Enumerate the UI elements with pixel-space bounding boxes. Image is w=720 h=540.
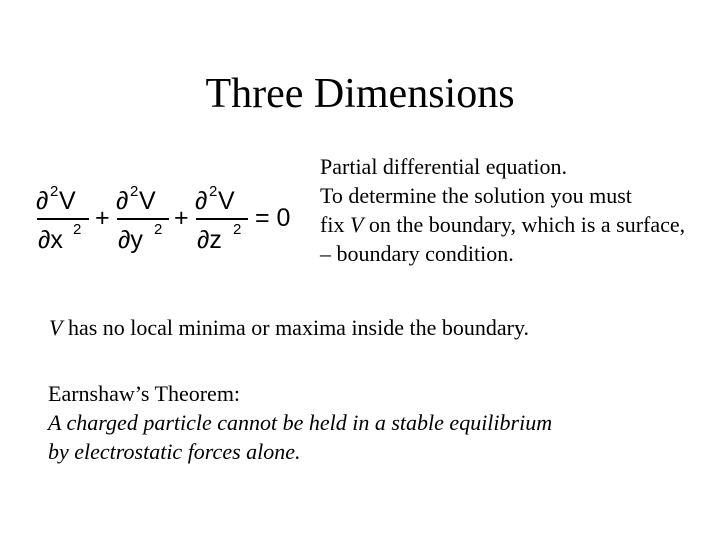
boundary-line-suffix: on the boundary, which is a surface, [363,212,686,237]
x-denominator: ∂x [38,226,63,254]
z-denominator: ∂z [197,226,222,254]
pde-line-2: To determine the solution you must [320,183,632,208]
boundary-condition-line [320,210,720,239]
statement-text: has no local minima or maxima inside the boundary. [62,315,530,340]
y-denominator: ∂y [118,226,143,254]
theorem-heading: Earnshaw’s Theorem: [48,381,241,406]
z-power: 2 [233,221,242,238]
plus-sign: + [174,204,189,232]
page-title: Three Dimensions [205,71,515,117]
numerator-variable: V [59,187,76,215]
numerator-partial-symbol: ∂ [116,187,129,215]
x-power: 2 [73,221,82,238]
earnshaw-theorem [48,379,698,466]
numerator-partial-symbol: ∂ [36,187,49,215]
equals-zero: = 0 [255,204,291,232]
laplace-equation [34,176,304,260]
theorem-line-2: by electrostatic forces alone. [48,439,301,464]
numerator-variable: V [139,187,156,215]
y-power: 2 [154,221,163,238]
numerator-variable: V [218,187,235,215]
numerator-power: 2 [130,183,139,200]
boundary-variable: V [349,212,364,237]
numerator-power: 2 [209,183,218,200]
numerator-partial-symbol: ∂ [195,187,208,215]
boundary-condition-label: – boundary condition. [320,241,514,266]
statement-variable: V [49,315,63,340]
pde-line-1: Partial differential equation. [320,154,568,179]
plus-sign: + [95,204,110,232]
numerator-power: 2 [50,183,59,200]
local-extrema-statement [49,313,699,342]
theorem-line-1: A charged particle cannot be held in a stable equilibrium [48,410,553,435]
boundary-line-prefix: fix [320,212,350,237]
pde-description [320,152,720,268]
